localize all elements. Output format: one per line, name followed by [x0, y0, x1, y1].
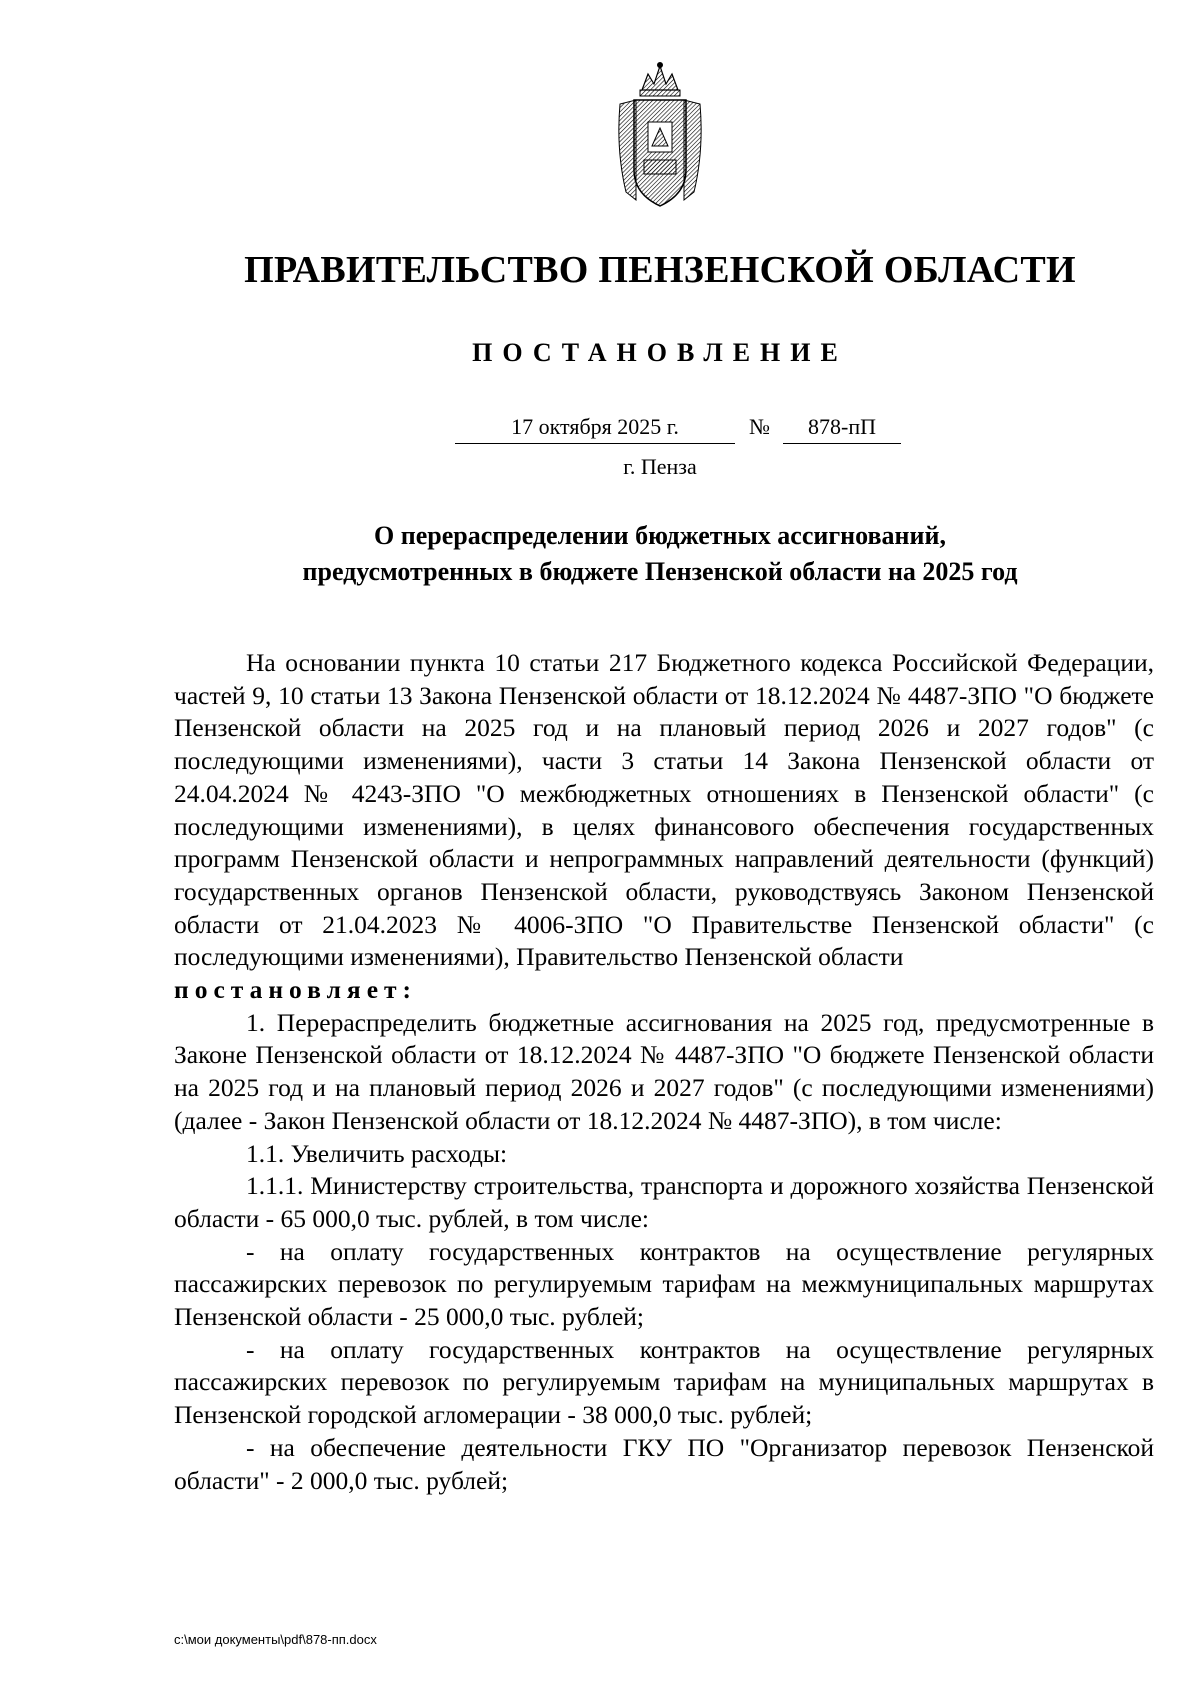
preamble-paragraph: На основании пункта 10 статьи 217 Бюджетного кодекса Российской Федерации, частей 9, 10 статьи 13 Закона Пензенской области от 18.12.2024 № 4487-ЗПО "О бюджете Пензенской области на 2025 год и на плановый период 2026 и 2027 годов" (с последующими изменениями), части 3 статьи 14 Закона Пензенской области от 24.04.2024 № 4243-ЗПО "О межбюджетных отношениях в Пензенской области" (с последующими изменениями), в целях финансового обеспечения государственных программ Пензенской области и непрограммных направлений деятельности (функций) государственных органов Пензенской области, руководствуясь Законом Пензенской области от 21.04.2023 № 4006-ЗПО "О Правительстве Пензенской области" (с последующими изменениями), Правительство Пензенской области — [174, 648, 1154, 972]
number-sign: № — [749, 414, 770, 439]
paragraph-1-1: 1.1. Увеличить расходы: — [246, 1138, 508, 1168]
list-item: - на оплату государственных контрактов на осуществление регулярных пассажирских перевозок по регулируемым тарифам на муниципальных маршрутах в Пензенской городской агломерации - 38 000,0 тыс. рублей; — [174, 1334, 1154, 1430]
document-date: 17 октября 2025 г. — [511, 414, 679, 439]
subject-line-2: предусмотренных в бюджете Пензенской области на 2025 год — [302, 557, 1018, 586]
file-path-footer: c:\мои документы\pdf\878-пп.docx — [174, 1632, 377, 1647]
organization-title: ПРАВИТЕЛЬСТВО ПЕНЗЕНСКОЙ ОБЛАСТИ — [244, 249, 1076, 291]
coat-of-arms-icon — [612, 60, 708, 210]
paragraph-1: 1. Перераспределить бюджетные ассигнования на 2025 год, предусмотренные в Законе Пензенской области от 18.12.2024 № 4487-ЗПО "О бюджете Пензенской области на 2025 год и на плановый период 2026 и 2027 годов" (с последующими изменениями) (далее - Закон Пензенской области от 18.12.2024 № 4487-ЗПО), в том числе: — [174, 1007, 1154, 1135]
decree-word: постановляет: — [174, 975, 418, 1005]
subject-line-1: О перераспределении бюджетных ассигнований, — [374, 521, 946, 550]
city: г. Пенза — [623, 454, 697, 479]
document-subject — [0, 518, 1200, 590]
list-item: - на обеспечение деятельности ГКУ ПО "Организатор перевозок Пензенской области" - 2 000,0 тыс. рублей; — [174, 1432, 1154, 1495]
paragraph-1-1-1: 1.1.1. Министерству строительства, транспорта и дорожного хозяйства Пензенской области - 65 000,0 тыс. рублей, в том числе: — [174, 1171, 1154, 1233]
date-underline — [455, 443, 735, 444]
document-type: ПОСТАНОВЛЕНИЕ — [472, 338, 848, 367]
list-item: - на оплату государственных контрактов на осуществление регулярных пассажирских перевозок по регулируемым тарифам на межмуниципальных маршрутах Пензенской области - 25 000,0 тыс. рублей; — [174, 1236, 1154, 1332]
document-body — [174, 647, 1154, 1497]
document-number: 878-пП — [808, 414, 876, 439]
number-underline — [783, 443, 901, 444]
decree-word-paragraph — [174, 974, 1154, 1007]
